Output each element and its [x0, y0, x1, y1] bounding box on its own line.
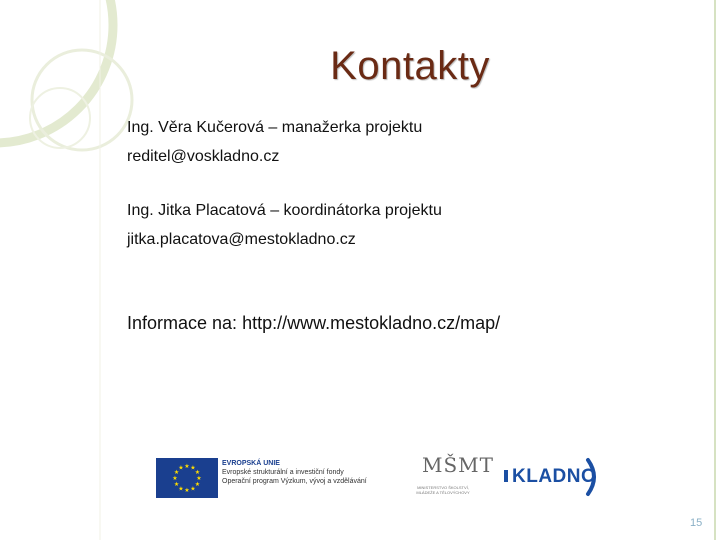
deco-circle-large [0, 0, 113, 143]
eu-logo-text [222, 459, 367, 486]
eu-logo-line-3: Operační program Výzkum, vývoj a vzdělávání [222, 478, 367, 485]
eu-star-icon: ★ [190, 485, 196, 493]
msmt-logo-caption [400, 485, 486, 495]
eu-star-icon: ★ [178, 464, 184, 472]
eu-logo-line-2: Evropské strukturální a investiční fondy [222, 469, 344, 476]
slide-title: Kontakty [330, 44, 490, 88]
eu-star-icon: ★ [173, 469, 180, 476]
contact-2-name-role: Ing. Jitka Placatová – koordinátorka projektu [127, 202, 442, 219]
info-line [127, 313, 500, 334]
eu-star-icon: ★ [194, 481, 201, 488]
contact-1-email[interactable]: reditel@voskladno.cz [127, 148, 280, 165]
msmt-caption-line-1: MINISTERSTVO ŠKOLSTVÍ, [417, 485, 469, 490]
kladno-logo [504, 456, 598, 498]
info-label: Informace na: [127, 313, 238, 333]
eu-star-icon: ★ [178, 485, 184, 493]
msmt-caption-line-2: MLÁDEŽE A TĚLOVÝCHOVY [416, 490, 470, 495]
eu-star-icon: ★ [172, 475, 178, 482]
msmt-logo [400, 453, 494, 497]
msmt-logo-mark: MŠMT [422, 453, 494, 477]
page-number: 15 [690, 517, 703, 529]
eu-star-icon: ★ [190, 464, 196, 472]
info-url-link[interactable]: http://www.mestokladno.cz/map/ [242, 313, 501, 333]
eu-star-icon: ★ [184, 463, 190, 470]
eu-star-icon: ★ [173, 481, 180, 488]
kladno-logo-text: KLADNO [512, 466, 597, 487]
eu-star-icon: ★ [184, 487, 190, 494]
eu-flag-icon [156, 458, 218, 498]
eu-star-icon: ★ [194, 469, 201, 476]
contact-2-email[interactable]: jitka.placatova@mestokladno.cz [127, 231, 356, 248]
contact-1-name-role: Ing. Věra Kučerová – manažerka projektu [127, 119, 423, 136]
eu-logo-line-1: EVROPSKÁ UNIE [222, 460, 280, 467]
eu-star-icon: ★ [196, 475, 202, 482]
kladno-logo-bar [504, 470, 508, 482]
eu-logo [156, 458, 386, 498]
deco-circle-small [30, 88, 90, 148]
